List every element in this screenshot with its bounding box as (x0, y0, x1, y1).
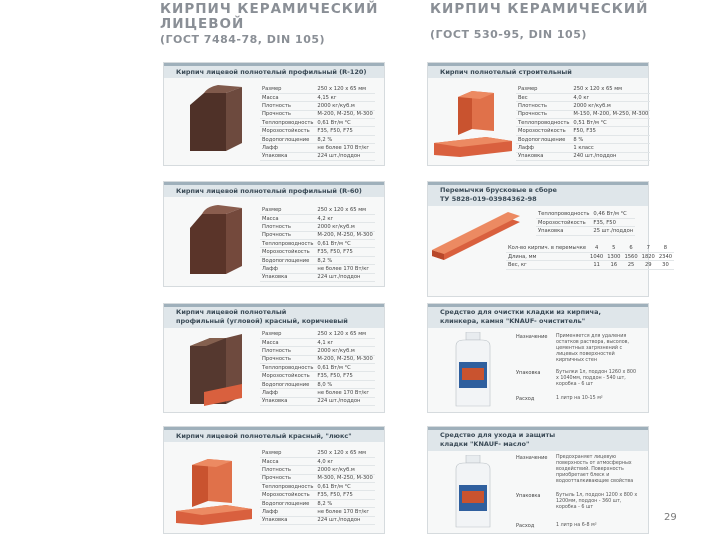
spec-key: Размер (262, 85, 282, 92)
spec-key: Упаковка (262, 517, 288, 524)
card-brick-lux (163, 426, 385, 534)
spec-row (260, 273, 375, 281)
card-title (428, 182, 648, 206)
spec-row (516, 152, 650, 160)
spec-key: Прочность (262, 475, 291, 482)
spec-row (260, 372, 375, 380)
spec-value: 0,46 Вт/м °С (593, 210, 627, 217)
spec-value: 8 % (573, 136, 584, 143)
lintel-cell: 1820 (641, 253, 655, 260)
info-key: Упаковка (516, 493, 541, 499)
lintel-row-label: Вес, кг (508, 261, 527, 268)
spec-value: 2000 кг/куб.м (317, 223, 355, 230)
spec-row (260, 119, 375, 127)
card-knauf-oil (427, 426, 649, 534)
spec-row (260, 389, 375, 397)
info-value: 1 литр на 10-15 м² (556, 396, 603, 401)
spec-row (516, 85, 650, 93)
lintel-cell: 30 (662, 261, 669, 268)
info-value: Бутыль 1л, поддон 1200 х 800 х 1200мм, поддон - 360 шт, коробка - 6 шт (556, 493, 638, 510)
lintel-cell: 4 (594, 244, 599, 251)
spec-key: Плотность (262, 102, 291, 109)
spec-value: F50, F35 (573, 128, 596, 135)
spec-key: Прочность (262, 232, 291, 239)
spec-key: Водопоглощение (518, 136, 566, 143)
spec-row (516, 144, 650, 152)
lintel-size-table (506, 244, 674, 270)
spec-row (260, 110, 375, 118)
left-title-line1: КИРПИЧ КЕРАМИЧЕСКИЙ (160, 1, 379, 17)
spec-row (260, 248, 375, 256)
spec-key: Водопоглощение (262, 381, 310, 388)
lintel-cell: 1040 (590, 253, 604, 260)
spec-key: Теплопроводность (262, 483, 314, 490)
spec-value: F35, F50, F75 (317, 373, 353, 380)
spec-value: 4,1 кг (317, 339, 334, 346)
spec-key: Лафф (518, 144, 534, 151)
spec-row (260, 364, 375, 372)
right-column-title (430, 2, 648, 42)
spec-value: 8,2 % (317, 257, 333, 264)
lintel-cell: 25 (627, 261, 635, 268)
spec-value: 250 х 120 х 65 мм (317, 330, 367, 337)
spec-row (260, 355, 375, 363)
card-title (428, 304, 648, 328)
spec-value: 0,61 Вт/м °С (317, 364, 351, 371)
card-title-line1: Средство для ухода и защиты (440, 431, 556, 439)
card-lintels (427, 181, 673, 297)
spec-value: 224 шт./поддон (317, 153, 361, 160)
spec-value: F35, F50, F75 (317, 492, 353, 499)
cleaner-bottle-image (450, 332, 500, 410)
info-row (516, 334, 644, 364)
spec-key: Морозостойкость (518, 128, 566, 135)
brick-brown-profile-image (182, 204, 252, 278)
spec-key: Прочность (518, 111, 547, 118)
left-subtitle: (ГОСТ 7484-78, DIN 105) (160, 33, 326, 46)
info-value: Бутылки 1л, поддон 1260 х 800 х 1040мм, поддон - 540 шт, коробка - 6 шт (556, 370, 637, 387)
card-title (164, 304, 384, 328)
left-title-line2: ЛИЦЕВОЙ (160, 16, 245, 32)
spec-value: 2000 кг/куб.м (317, 102, 355, 109)
card-brick-corner (163, 303, 385, 413)
card-title-line2: профильный (угловой) красный, коричневый (176, 317, 348, 325)
spec-key: Теплопроводность (262, 364, 314, 371)
spec-value: 224 шт./поддон (317, 274, 361, 281)
spec-row (516, 110, 650, 118)
spec-key: Упаковка (262, 274, 288, 281)
spec-row (260, 85, 375, 93)
spec-row (260, 397, 375, 405)
lintel-cell: 5 (612, 244, 616, 251)
spec-key: Водопоглощение (262, 257, 310, 264)
info-row (516, 396, 644, 402)
spec-row (260, 508, 375, 516)
spec-row (260, 474, 375, 482)
spec-value: не более 170 Вт/кг (317, 508, 370, 515)
right-subtitle: (ГОСТ 530-95, DIN 105) (430, 28, 587, 41)
card-title-line1: Перемычки брусковые в сборе (440, 186, 557, 194)
spec-key: Лафф (262, 508, 278, 515)
spec-value: 0,61 Вт/м °С (317, 240, 351, 247)
spec-value: 240 шт./поддон (573, 153, 617, 160)
lintel-cell: 2340 (658, 253, 673, 260)
spec-value: 8,0 % (317, 381, 333, 388)
spec-row (260, 206, 375, 214)
spec-table (260, 85, 375, 161)
spec-row (516, 135, 650, 143)
spec-value: 8,2 % (317, 136, 333, 143)
spec-value: 4,0 кг (573, 94, 590, 101)
spec-row (260, 338, 375, 346)
lintel-cell: 6 (629, 244, 633, 251)
info-value: 1 литр на 6-8 м² (556, 523, 597, 528)
card-brick-building (427, 62, 649, 166)
spec-key: Масса (262, 94, 279, 101)
spec-value: F35, F50, F75 (317, 128, 353, 135)
spec-value: М-200, М-250, М-300 (317, 111, 373, 118)
oil-bottle-image (450, 455, 500, 531)
spec-key: Морозостойкость (538, 219, 586, 226)
card-title: Кирпич лицевой полнотелый профильный (R-60) (164, 182, 384, 197)
info-row (516, 370, 644, 388)
lintel-row-label: Кол-во кирпич. в перемычке (508, 244, 587, 251)
spec-value: 2000 кг/куб.м (317, 466, 355, 473)
spec-value: 4,2 кг (317, 215, 334, 222)
spec-row (536, 227, 635, 235)
info-key: Назначение (516, 334, 548, 340)
lintel-cell: 29 (644, 261, 652, 268)
spec-key: Теплопроводность (518, 119, 570, 126)
spec-key: Прочность (262, 356, 291, 363)
spec-value: М-200, М-250, М-300 (317, 232, 373, 239)
spec-row (260, 152, 375, 160)
spec-row (260, 93, 375, 101)
lintel-cell: 16 (610, 261, 618, 268)
spec-value: М-150, М-200, М-250, М-300 (573, 111, 649, 118)
spec-row (260, 457, 375, 465)
spec-value: 250 х 120 х 65 мм (317, 449, 367, 456)
info-key: Расход (516, 523, 535, 529)
spec-row (260, 127, 375, 135)
lintel-row (506, 244, 674, 252)
spec-key: Лафф (262, 144, 278, 151)
spec-key: Масса (262, 458, 279, 465)
spec-key: Теплопроводность (538, 210, 590, 217)
left-column-title (160, 2, 378, 47)
spec-row (516, 127, 650, 135)
spec-key: Плотность (262, 223, 291, 230)
brick-red-stack-image (432, 85, 516, 159)
card-title-line1: Средство для очистки кладки из кирпича, (440, 308, 601, 316)
brick-corner-image (182, 332, 252, 408)
spec-key: Морозостойкость (262, 128, 310, 135)
card-title: Кирпич лицевой полнотелый красный, "люкс" (164, 427, 384, 442)
spec-key: Масса (262, 339, 279, 346)
spec-row (260, 491, 375, 499)
spec-key: Водопоглощение (262, 136, 310, 143)
spec-key: Размер (262, 206, 282, 213)
spec-key: Плотность (262, 347, 291, 354)
spec-key: Морозостойкость (262, 249, 310, 256)
spec-value: М-200, М-250, М-300 (317, 356, 373, 363)
spec-value: не более 170 Вт/кг (317, 144, 370, 151)
spec-value: 4,15 кг (317, 94, 337, 101)
card-brick-r120 (163, 62, 385, 166)
spec-key: Вес (518, 94, 528, 101)
info-row (516, 455, 644, 485)
spec-row (260, 380, 375, 388)
spec-row (536, 218, 635, 226)
spec-row (260, 516, 375, 524)
spec-row (260, 347, 375, 355)
card-brick-r60 (163, 181, 385, 287)
spec-value: 2000 кг/куб.м (317, 347, 355, 354)
lintel-cell: 1560 (624, 253, 638, 260)
spec-key: Упаковка (262, 153, 288, 160)
spec-key: Упаковка (538, 227, 564, 234)
spec-key: Упаковка (262, 398, 288, 405)
spec-key: Теплопроводность (262, 240, 314, 247)
spec-row (260, 466, 375, 474)
info-key: Расход (516, 396, 535, 402)
spec-row (536, 210, 635, 218)
spec-value: 250 х 120 х 65 мм (317, 85, 367, 92)
right-title-line1: КИРПИЧ КЕРАМИЧЕСКИЙ (430, 1, 649, 17)
spec-key: Морозостойкость (262, 373, 310, 380)
info-value: Предохраняет лицевую поверхность от атмосферных воздействий. Поверхность приобретает блеск и водоотталкивающие свойства (556, 455, 634, 484)
lintel-row (506, 261, 674, 269)
spec-value: 0,61 Вт/м °С (317, 119, 351, 126)
lintel-cell: 8 (663, 244, 668, 251)
info-key: Упаковка (516, 370, 541, 376)
spec-value: 0,61 Вт/м °С (317, 483, 351, 490)
spec-row (260, 499, 375, 507)
spec-value: 224 шт./поддон (317, 398, 361, 405)
spec-key: Морозостойкость (262, 492, 310, 499)
card-title (428, 427, 648, 451)
lintel-cell: 7 (646, 244, 650, 251)
spec-row (260, 223, 375, 231)
info-row (516, 523, 644, 529)
lintel-cell: 1300 (607, 253, 621, 260)
spec-key: Теплопроводность (262, 119, 314, 126)
spec-value: 2000 кг/куб.м (573, 102, 611, 109)
spec-row (260, 449, 375, 457)
card-title-line2: ТУ 5828-019-03984362-98 (440, 195, 537, 203)
spec-value: 25 шт./поддон (593, 227, 634, 234)
spec-table (536, 210, 635, 236)
spec-row (516, 102, 650, 110)
spec-value: 0,51 Вт/м °С (573, 119, 607, 126)
spec-row (260, 231, 375, 239)
spec-value: 250 х 120 х 65 мм (573, 85, 623, 92)
lintel-cell: 11 (593, 261, 600, 268)
spec-value: 1 класс (573, 144, 594, 151)
brick-brown-profile-image (182, 85, 252, 157)
spec-value: не более 170 Вт/кг (317, 265, 370, 272)
spec-key: Водопоглощение (262, 500, 310, 507)
card-title-line1: Кирпич лицевой полнотелый (176, 308, 287, 316)
spec-row (260, 144, 375, 152)
spec-value: F35, F50, F75 (317, 249, 353, 256)
spec-row (260, 214, 375, 222)
spec-key: Плотность (262, 466, 291, 473)
spec-table (260, 206, 375, 282)
spec-key: Плотность (518, 102, 547, 109)
spec-value: не более 170 Вт/кг (317, 389, 370, 396)
spec-key: Упаковка (518, 153, 544, 160)
spec-row (260, 135, 375, 143)
brick-red-image (174, 449, 256, 527)
spec-value: М-300, М-250, М-300 (317, 475, 373, 482)
spec-value: F35, F50 (593, 219, 616, 226)
spec-key: Прочность (262, 111, 291, 118)
spec-value: 224 шт./поддон (317, 517, 361, 524)
spec-table (516, 85, 650, 161)
spec-table (260, 449, 375, 525)
card-knauf-cleaner (427, 303, 649, 413)
spec-key: Размер (262, 330, 282, 337)
spec-row (260, 240, 375, 248)
spec-row (260, 483, 375, 491)
info-value: Применяется для удаления остатков раствора, высолов, цементных загрязнений с лицевых поверхностей кирпичных стен (556, 334, 630, 363)
spec-row (260, 265, 375, 273)
spec-key: Размер (262, 449, 282, 456)
info-row (516, 493, 644, 511)
card-title-line2: кладки "KNAUF- масло" (440, 440, 530, 448)
spec-key: Лафф (262, 389, 278, 396)
spec-row (516, 93, 650, 101)
lintel-row-label: Длина, мм (508, 253, 537, 260)
spec-value: 250 х 120 х 65 мм (317, 206, 367, 213)
spec-key: Масса (262, 215, 279, 222)
spec-row (260, 102, 375, 110)
spec-row (516, 119, 650, 127)
spec-value: 4,0 кг (317, 458, 334, 465)
spec-row (260, 256, 375, 264)
lintel-row (506, 252, 674, 260)
card-title: Кирпич полнотелый строительный (428, 63, 648, 78)
card-title-line2: клинкера, камня "KNAUF- очиститель" (440, 317, 586, 325)
page-number: 29 (664, 512, 677, 523)
info-key: Назначение (516, 455, 548, 461)
spec-row (260, 330, 375, 338)
spec-table (260, 330, 375, 406)
spec-key: Лафф (262, 265, 278, 272)
card-title: Кирпич лицевой полнотелый профильный (R-120) (164, 63, 384, 78)
spec-key: Размер (518, 85, 538, 92)
spec-value: 8,2 % (317, 500, 333, 507)
